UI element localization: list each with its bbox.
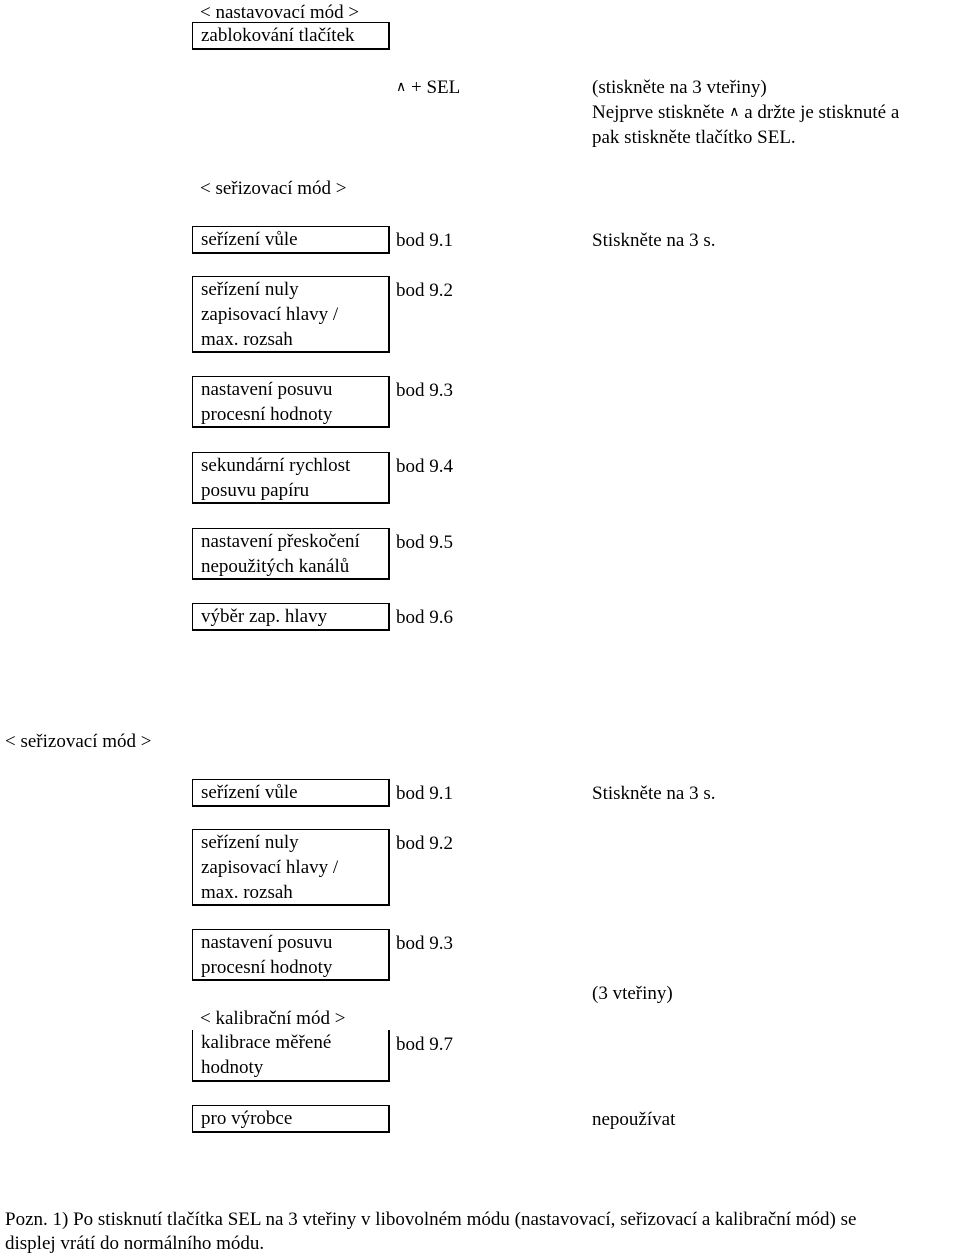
key-combo-note-2	[592, 100, 899, 125]
menu-box-line: procesní hodnoty	[201, 404, 333, 425]
footnote-line-2: displej vrátí do normálního módu.	[5, 1233, 265, 1254]
key-lock-label: zablokování tlačítek	[201, 25, 355, 46]
section-ref: bod 9.4	[396, 456, 453, 477]
section-ref: bod 9.1	[396, 230, 453, 251]
adjust-mode-title-2: < seřizovací mód >	[5, 731, 152, 752]
section-ref: bod 9.2	[396, 833, 453, 854]
menu-box-line: hodnoty	[201, 1057, 264, 1078]
key-combo-note-2-a: Nejprve stiskněte	[592, 102, 725, 123]
menu-box-line: nepoužitých kanálů	[201, 556, 350, 577]
calib-duration-note: (3 vteřiny)	[592, 983, 673, 1004]
menu-box-skip	[192, 528, 390, 580]
unused-note: nepoužívat	[592, 1109, 676, 1130]
key-combo-note-3: pak stiskněte tlačítko SEL.	[592, 127, 796, 148]
menu-box-line: sekundární rychlost	[201, 455, 351, 476]
menu-box-zero	[192, 829, 390, 906]
menu-box-line: max. rozsah	[201, 882, 293, 903]
menu-box-speed	[192, 452, 390, 504]
footnote-line-1: Pozn. 1) Po stisknutí tlačítka SEL na 3 vteřiny v libovolném módu (nastavovací, seřizovací a kalibrační mód) se	[5, 1209, 857, 1230]
up-arrow-icon: ∧	[729, 104, 740, 120]
menu-box-line: nastavení posuvu	[201, 379, 333, 400]
menu-box-calib	[192, 1030, 390, 1082]
menu-box-line: seřízení vůle	[201, 229, 298, 250]
key-combo-note-1: (stiskněte na 3 vteřiny)	[592, 77, 767, 98]
section-ref: bod 9.3	[396, 380, 453, 401]
adjust-mode-title-1: < seřizovací mód >	[200, 178, 347, 199]
menu-box-line: kalibrace měřené	[201, 1032, 332, 1053]
menu-box-line: zapisovací hlavy /	[201, 857, 339, 878]
menu-box-line: seřízení vůle	[201, 782, 298, 803]
settings-mode-title: < nastavovací mód >	[200, 2, 360, 23]
section-ref: bod 9.1	[396, 783, 453, 804]
menu-box-line: seřízení nuly	[201, 279, 299, 300]
menu-box-feed	[192, 929, 390, 981]
section-ref: bod 9.6	[396, 607, 453, 628]
section-ref: bod 9.3	[396, 933, 453, 954]
section-ref: bod 9.5	[396, 532, 453, 553]
key-combo-text: + SEL	[411, 77, 461, 98]
menu-box-maker	[192, 1105, 390, 1133]
press-note: Stiskněte na 3 s.	[592, 230, 716, 251]
key-lock-box	[192, 22, 390, 50]
menu-box-line: zapisovací hlavy /	[201, 304, 339, 325]
menu-box-gap	[192, 226, 390, 254]
menu-box-head	[192, 603, 390, 631]
section-ref: bod 9.2	[396, 280, 453, 301]
key-combo	[396, 75, 460, 100]
menu-box-zero	[192, 276, 390, 353]
section-ref: bod 9.7	[396, 1034, 453, 1055]
menu-box-line: nastavení posuvu	[201, 932, 333, 953]
calibration-mode-title: < kalibrační mód >	[200, 1008, 346, 1029]
menu-box-gap	[192, 779, 390, 807]
menu-box-feed	[192, 376, 390, 428]
menu-box-line: seřízení nuly	[201, 832, 299, 853]
menu-box-line: max. rozsah	[201, 329, 293, 350]
menu-box-line: procesní hodnoty	[201, 957, 333, 978]
key-combo-note-2-b: a držte je stisknuté a	[744, 102, 900, 123]
press-note: Stiskněte na 3 s.	[592, 783, 716, 804]
menu-box-line: nastavení přeskočení	[201, 531, 360, 552]
menu-box-line: posuvu papíru	[201, 480, 310, 501]
up-arrow-icon: ∧	[396, 79, 407, 95]
menu-box-line: pro výrobce	[201, 1108, 293, 1129]
menu-box-line: výběr zap. hlavy	[201, 606, 328, 627]
